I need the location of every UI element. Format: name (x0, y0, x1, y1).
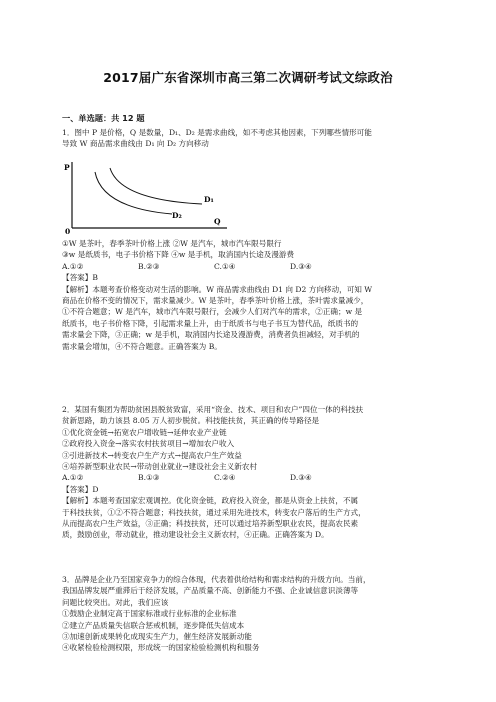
question-1-analysis-line: 商品在价格不变的情况下，需求量减少。W 是茶叶，春季茶叶价格上涨，茶叶需求量减少， (62, 296, 369, 306)
question-2-item: ②政府投入资金→落实农村扶贫项目→增加农户收入 (62, 439, 235, 449)
question-1-body (62, 238, 434, 352)
question-2-analysis-line: 质，鼓励创业，带动就业，推动建设社会主义新农村，④正确。正确答案为 D。 (62, 530, 329, 540)
option-d: D.③④ (290, 473, 312, 483)
question-3 (62, 574, 434, 654)
option-a: A.①② (62, 261, 84, 271)
question-1-stem (62, 127, 434, 150)
question-2-item: ③引进新技术→转变农户生产方式→提高农户生产效益 (62, 450, 242, 460)
question-1-stem-line: 1．图中 P 是价格，Q 是数量，D₁、D₂ 是需求曲线，如不考虑其他因素，下列哪些情形可能 (62, 128, 372, 137)
option-b: B.①③ (138, 473, 160, 483)
question-1-analysis-line: 需求量会增加，④不符合题意。正确答案为 B。 (62, 341, 222, 351)
option-c: C.②④ (214, 473, 236, 483)
question-2-item: ④培养新型职业农民→带动创业就业→建设社会主义新农村 (62, 462, 257, 472)
question-1-analysis-line: ①不符合题意；W 是汽车，城市汽车限号限行，会减少人们对汽车的需求，②正确；w 是 (62, 307, 363, 317)
section-heading: 一、单选题：共 12 题 (62, 113, 145, 123)
question-1-analysis-line: 【解析】本题考查价格变动对生活的影响。W 商品需求曲线由 D1 向 D2 方向移动，可知 W (62, 284, 373, 294)
question-3-item: ③加速创新成果转化成现实生产力，催生经济发展新动能 (62, 632, 252, 642)
question-3-stem-line: 我国品牌发展严重滞后于经济发展，产品质量不高、创新能力不强、企业诚信意识淡薄等 (62, 586, 359, 596)
question-1-analysis-line: 纸质书，电子书价格下降，引起需求量上升，由于纸质书与电子书互为替代品，纸质书的 (62, 318, 359, 328)
demand-curve-svg (62, 158, 262, 236)
y-axis-label: P (64, 163, 70, 172)
question-3-stem-line: 3．品牌是企业乃至国家竞争力的综合体现，代表着供给结构和需求结构的升级方向。当前， (62, 575, 371, 584)
question-1-item: ③w 是纸质书，电子书价格下降 ④w 是手机，取消国内长途及漫游费 (62, 250, 295, 260)
question-2-options (62, 472, 434, 483)
question-1-answer: 【答案】B (62, 273, 98, 283)
demand-curve-graph (62, 158, 262, 236)
option-c: C.①④ (214, 261, 236, 271)
option-a: A.①② (62, 473, 84, 483)
curve-label-d1: D₁ (204, 195, 214, 204)
question-3-item: ④收紧检验检测权限，形成统一的国家检验检测机构和服务 (62, 643, 260, 653)
question-2-analysis-line: 【解析】本题考查国家宏观调控。优化资金链，政府投入资金，都是从资金上扶贫，不属 (62, 496, 359, 506)
question-2-item: ①优化资金链→拓宽农户增收链→延伸农业产业链 (62, 427, 227, 437)
question-1-options (62, 261, 434, 272)
demand-curve-d1 (110, 168, 202, 204)
question-2-analysis-line: 于科技扶贫，①②不符合题意；科技扶贫，通过采用先进技术，转变农户落后的生产方式， (62, 507, 366, 517)
question-2-stem-line: 贫新思路，助力该县 8.05 万人初步脱贫。科技能扶贫，其正确的传导路径是 (62, 416, 320, 426)
question-3-item: ①鼓励企业制定高于国家标准或行业标准的企业标准 (62, 609, 237, 619)
option-d: D.③④ (290, 261, 312, 271)
question-2-analysis-line: 从而提高农户生产效益，③正确；科技扶贫，还可以通过培养新型职业农民，提高农民素 (62, 519, 359, 529)
demand-curve-d2 (95, 172, 172, 214)
question-3-stem-line: 问题比较突出。对此，我们应该 (62, 597, 169, 607)
question-3-item: ②建立产品质量失信联合惩戒机制，逐步降低失信成本 (62, 620, 245, 630)
question-2-answer: 【答案】D (62, 484, 99, 494)
x-axis-label: Q (214, 217, 221, 226)
question-1-analysis-line: 需求量会下降，③正确；w 是手机，取消国内长途及漫游费，消费者负担减轻，对手机的 (62, 330, 360, 340)
question-1-item: ①W 是茶叶，春季茶叶价格上涨 ②W 是汽车，城市汽车限号限行 (62, 239, 282, 248)
question-2-stem-line: 2．某国有集团为帮助贫困县脱贫致富，采用“资金、技术、项目和农户”四位一体的科技扶 (62, 405, 364, 414)
option-b: B.②③ (138, 261, 160, 271)
question-1-stem-line: 导致 W 商品需求曲线由 D₁ 向 D₂ 方向移动 (62, 139, 209, 149)
origin-label: 0 (65, 227, 71, 236)
curve-label-d2: D₂ (172, 211, 182, 220)
question-2 (62, 404, 434, 541)
document-title: 2017届广东省深圳市高三第二次调研考试文综政治 (103, 70, 393, 85)
